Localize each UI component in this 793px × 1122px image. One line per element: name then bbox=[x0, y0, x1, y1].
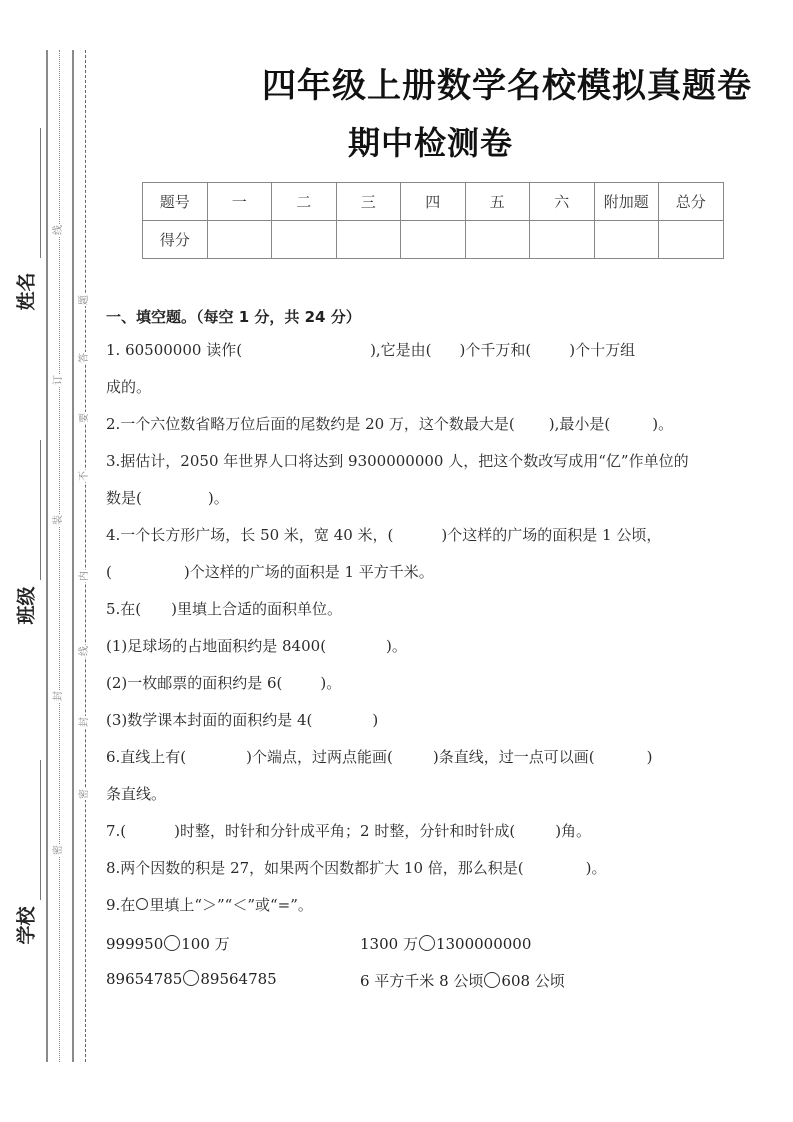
score-entry-cell[interactable] bbox=[594, 221, 659, 259]
school-label: 学校 bbox=[15, 906, 38, 945]
question-3 bbox=[106, 452, 766, 489]
question-5-3 bbox=[106, 711, 766, 748]
score-cell: 题号 bbox=[143, 183, 208, 221]
question-text: )个千万和( bbox=[459, 341, 532, 359]
question-text: )个这样的广场的面积是 1 公顷， bbox=[441, 526, 662, 544]
compare-circle[interactable] bbox=[183, 970, 199, 986]
margin-mark: 封 bbox=[53, 691, 64, 701]
question-6 bbox=[106, 748, 766, 785]
binding-line-dotted bbox=[59, 50, 60, 1062]
page-subtitle: 期中检测卷 bbox=[348, 124, 514, 162]
binding-line-dashed bbox=[85, 50, 86, 1062]
score-entry-cell[interactable] bbox=[207, 221, 272, 259]
question-text: 1. 60500000 读作( bbox=[106, 341, 243, 359]
question-text: )个十万组 bbox=[569, 341, 636, 359]
question-5-1 bbox=[106, 637, 766, 674]
question-text: (1)足球场的占地面积约是 8400( bbox=[106, 637, 327, 655]
margin-mark: 线 bbox=[53, 225, 64, 235]
question-text: )角。 bbox=[555, 822, 592, 840]
question-text: ) bbox=[372, 711, 379, 729]
question-text: 7.( bbox=[106, 822, 127, 840]
section-heading: 一、填空题。（每空 1 分，共 24 分） bbox=[106, 308, 361, 326]
question-text: )条直线，过一点可以画( bbox=[432, 748, 595, 766]
question-text: ) bbox=[646, 748, 653, 766]
question-text: 9.在 bbox=[106, 896, 136, 914]
score-cell: 三 bbox=[336, 183, 401, 221]
question-text: 2.一个六位数省略万位后面的尾数约是 20 万，这个数最大是( bbox=[106, 415, 515, 433]
margin-mark: 封 bbox=[79, 717, 90, 727]
question-text: ),它是由( bbox=[370, 341, 432, 359]
compare-left: 89654785 bbox=[106, 970, 183, 988]
question-text: 4.一个长方形广场，长 50 米，宽 40 米，( bbox=[106, 526, 394, 544]
question-text: )时整，时针和分针成平角；2 时整，分针和时针成( bbox=[174, 822, 516, 840]
question-text: )。 bbox=[386, 637, 407, 655]
margin-mark: 答 bbox=[79, 353, 90, 363]
margin-mark: 密 bbox=[53, 845, 64, 855]
question-text: 成的。 bbox=[106, 378, 152, 396]
question-text: )个端点，过两点能画( bbox=[246, 748, 393, 766]
question-text: (3)数学课本封面的面积约是 4( bbox=[106, 711, 313, 729]
compare-left: 999950 bbox=[106, 935, 164, 953]
compare-right: 89564785 bbox=[200, 970, 277, 988]
compare-item bbox=[360, 970, 565, 991]
question-text: 5.在( bbox=[106, 600, 142, 618]
question-4-cont bbox=[106, 563, 766, 600]
question-5-2 bbox=[106, 674, 766, 711]
class-field-line bbox=[40, 440, 41, 580]
score-table-header-row bbox=[143, 183, 724, 221]
question-text: (2)一枚邮票的面积约是 6( bbox=[106, 674, 283, 692]
question-text: ),最小是( bbox=[548, 415, 611, 433]
name-label: 姓名 bbox=[15, 272, 38, 311]
binding-line-outer bbox=[46, 50, 48, 1062]
compare-row bbox=[106, 933, 766, 970]
score-cell: 附加题 bbox=[594, 183, 659, 221]
name-field-line bbox=[40, 128, 41, 258]
compare-right: 1300000000 bbox=[435, 935, 532, 953]
question-3-cont bbox=[106, 489, 766, 526]
compare-circle[interactable] bbox=[484, 972, 500, 988]
compare-circle[interactable] bbox=[419, 935, 435, 951]
score-cell: 五 bbox=[465, 183, 530, 221]
margin-mark: 不 bbox=[79, 471, 90, 481]
question-6-cont bbox=[106, 785, 766, 822]
question-2 bbox=[106, 415, 766, 452]
score-entry-cell[interactable] bbox=[659, 221, 724, 259]
question-text: )里填上合适的面积单位。 bbox=[171, 600, 343, 618]
margin-mark: 密 bbox=[79, 789, 90, 799]
page-title: 四年级上册数学名校模拟真题卷 bbox=[262, 66, 752, 106]
score-cell: 六 bbox=[530, 183, 595, 221]
margin-mark: 要 bbox=[79, 413, 90, 423]
question-text: 里填上“＞”“＜”或“=”。 bbox=[149, 896, 313, 914]
compare-item bbox=[360, 933, 531, 954]
question-text: )个这样的广场的面积是 1 平方千米。 bbox=[183, 563, 434, 581]
compare-row bbox=[106, 970, 766, 1007]
score-cell: 得分 bbox=[143, 221, 208, 259]
binding-line-inner bbox=[72, 50, 74, 1062]
compare-item bbox=[106, 970, 277, 988]
compare-right: 608 公顷 bbox=[501, 972, 565, 990]
question-text: 3.据估计，2050 年世界人口将达到 9300000000 人，把这个数改写成用“亿”作单位的 bbox=[106, 452, 689, 470]
class-label: 班级 bbox=[15, 586, 38, 625]
compare-item bbox=[106, 933, 230, 954]
margin-mark: 内 bbox=[79, 571, 90, 581]
question-5 bbox=[106, 600, 766, 637]
compare-left: 1300 万 bbox=[360, 935, 418, 953]
score-table-score-row bbox=[143, 221, 724, 259]
margin-mark: 线 bbox=[79, 646, 90, 656]
circle-icon bbox=[136, 898, 148, 910]
question-text: )。 bbox=[585, 859, 607, 877]
question-4 bbox=[106, 526, 766, 563]
margin-mark: 装 bbox=[53, 515, 64, 525]
compare-circle[interactable] bbox=[164, 935, 180, 951]
question-text: 8.两个因数的积是 27，如果两个因数都扩大 10 倍，那么积是( bbox=[106, 859, 524, 877]
question-text: 数是( bbox=[106, 489, 142, 507]
question-1 bbox=[106, 341, 766, 378]
score-cell: 总分 bbox=[659, 183, 724, 221]
score-entry-cell[interactable] bbox=[530, 221, 595, 259]
margin-mark: 题 bbox=[79, 295, 90, 305]
score-cell: 二 bbox=[272, 183, 337, 221]
question-1-cont bbox=[106, 378, 766, 415]
score-table bbox=[142, 182, 724, 259]
margin-mark: 订 bbox=[53, 375, 64, 385]
question-text: 6.直线上有( bbox=[106, 748, 187, 766]
score-cell: 一 bbox=[207, 183, 272, 221]
question-text: ( bbox=[106, 563, 112, 581]
question-text: )。 bbox=[320, 674, 342, 692]
question-8 bbox=[106, 859, 766, 896]
compare-left: 6 平方千米 8 公顷 bbox=[360, 972, 484, 990]
question-7 bbox=[106, 822, 766, 859]
question-9 bbox=[106, 896, 766, 933]
score-entry-cell[interactable] bbox=[336, 221, 401, 259]
score-cell: 四 bbox=[401, 183, 466, 221]
question-text: )。 bbox=[207, 489, 229, 507]
score-entry-cell[interactable] bbox=[272, 221, 337, 259]
question-text: 条直线。 bbox=[106, 785, 167, 803]
compare-right: 100 万 bbox=[181, 935, 230, 953]
score-entry-cell[interactable] bbox=[401, 221, 466, 259]
score-entry-cell[interactable] bbox=[465, 221, 530, 259]
questions-section bbox=[106, 306, 766, 1007]
question-text: )。 bbox=[652, 415, 674, 433]
school-field-line bbox=[40, 760, 41, 900]
